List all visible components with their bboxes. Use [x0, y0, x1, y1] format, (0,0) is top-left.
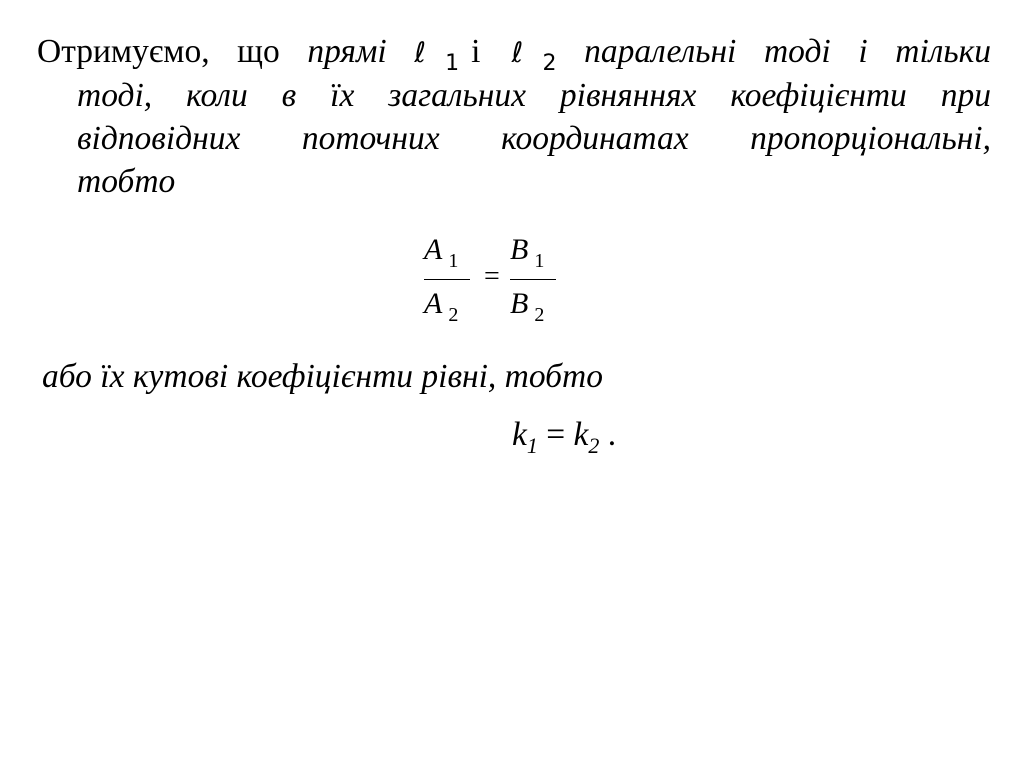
- intro-text: Отримуємо, що: [37, 33, 280, 70]
- fraction-a-denominator: A $_2$: [424, 287, 459, 326]
- k-period: .: [607, 416, 617, 453]
- k-equals-sign: =: [546, 416, 566, 453]
- fraction-b-numerator: B $_1$: [510, 233, 545, 272]
- slope-equality-formula: [512, 413, 616, 456]
- paragraph-line-3: відповідних поточних координатах пропорціональні,: [77, 120, 991, 157]
- fraction-b-bar: [510, 279, 556, 280]
- paragraph-line-4: тобто: [77, 163, 176, 200]
- line-symbol-l2: ℓ$_2$: [492, 36, 557, 76]
- fraction-a-numerator: A $_1$: [424, 233, 459, 272]
- k-left: k: [512, 416, 527, 453]
- fraction-b-denominator: B $_2$: [510, 287, 545, 326]
- main-paragraph: [37, 30, 991, 203]
- line-symbol-l1: ℓ$_1$: [414, 36, 460, 76]
- k-right-sub: 2: [588, 433, 600, 458]
- fraction-equals-sign: =: [484, 261, 500, 292]
- and-word: і: [471, 33, 481, 70]
- line1-rest-text: паралельні тоді і тільки: [584, 33, 992, 70]
- lines-word: прямі: [307, 33, 387, 70]
- k-right: k: [573, 416, 589, 453]
- k-left-sub: 1: [526, 433, 538, 458]
- proportion-formula: [424, 231, 574, 331]
- second-text-line: або їх кутові коефіцієнти рівні, тобто: [42, 358, 603, 395]
- paragraph-line-1: [37, 30, 991, 74]
- fraction-a-bar: [424, 279, 470, 280]
- paragraph-line-2: тоді, коли в їх загальних рівняннях коефіцієнти при: [77, 77, 991, 114]
